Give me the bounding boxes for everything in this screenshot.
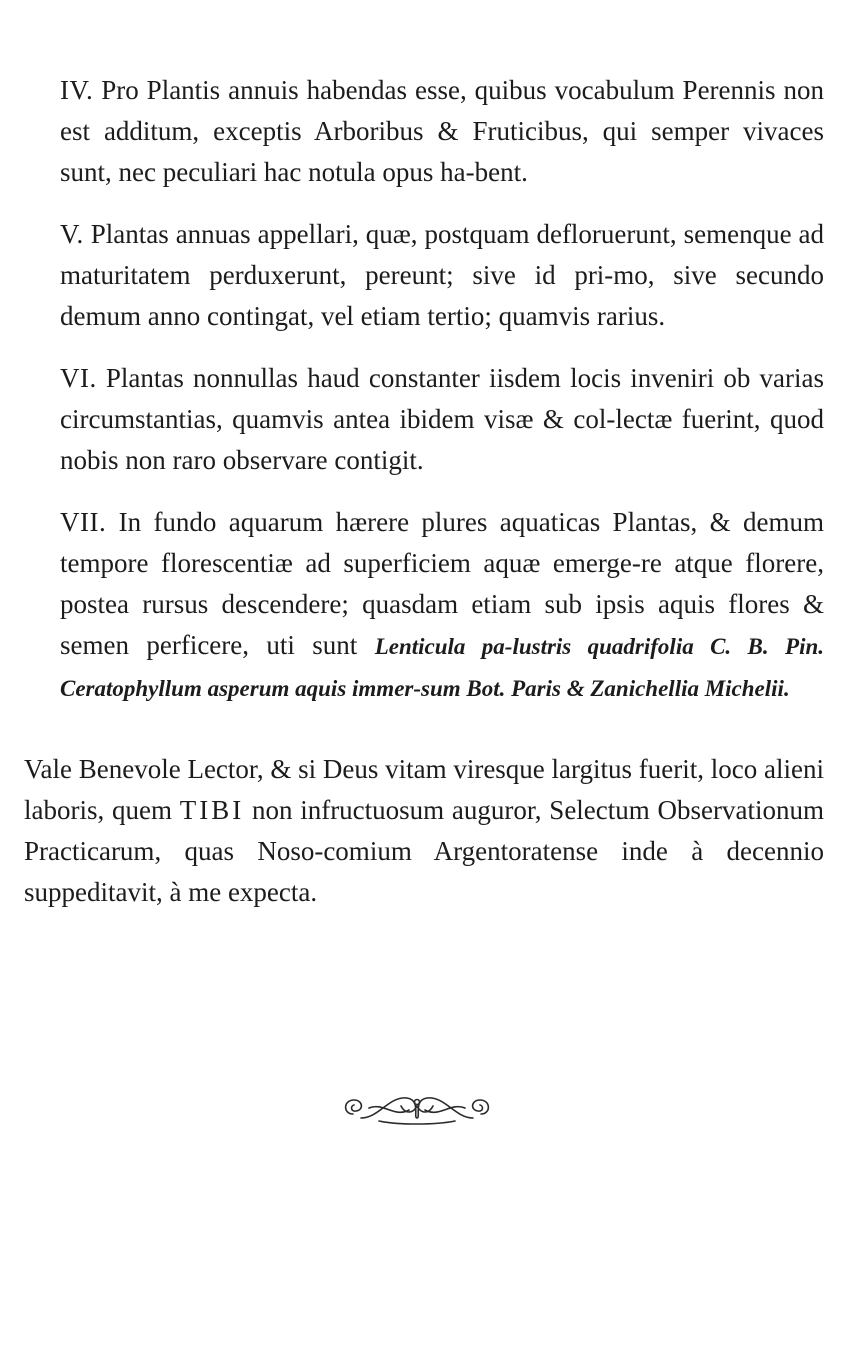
closing-text-start: Vale Benevole Lector, & si Deus vitam viresque largitus fuerit, loco alieni laboris, quem <box>24 754 824 825</box>
paragraph-vi <box>24 358 824 481</box>
paragraph-v <box>24 214 824 337</box>
paragraph-numeral: V. <box>60 219 84 249</box>
paragraph-text: Plantas annuas appellari, quæ, postquam defloruerunt, semenque ad maturitatem perduxerunt, pereunt; sive id pri-mo, sive secundo demum anno contingat, vel etiam tertio; quamvis rarius. <box>60 219 825 331</box>
paragraph-vii <box>24 502 824 709</box>
paragraph-numeral: VI. <box>60 363 97 393</box>
paragraph-text: Pro Plantis annuis habendas esse, quibus vocabulum Perennis non est additum, exceptis Arboribus & Fruticibus, qui semper vivaces sunt, nec peculiari hac notula opus ha-bent. <box>60 75 824 187</box>
paragraph-numeral: IV. <box>60 75 94 105</box>
printers-flourish-ornament-icon <box>339 1088 495 1128</box>
paragraph-iv <box>24 70 824 193</box>
closing-paragraph <box>24 749 824 913</box>
emphasized-word: TIBI <box>179 795 245 825</box>
botanical-names: Lenticula pa-lustris quadrifolia C. B. Pin. Ceratophyllum asperum aquis immer-sum Bot. Paris & Zanichellia Michelii. <box>60 634 825 701</box>
paragraph-numeral: VII. <box>60 507 107 537</box>
paragraph-text: In fundo aquarum hærere plures aquaticas Plantas, & demum tempore florescentiæ ad superficiem aquæ emerge-re atque florere, postea rursus descendere; quasdam etiam sub ipsis aquis flores & semen perficere, uti sunt <box>60 507 824 660</box>
document-page <box>24 70 824 913</box>
closing-text-end: non infructuosum auguror, Selectum Observationum Practicarum, quas Noso-comium Argentoratense inde à decennio suppeditavit, à me expecta. <box>24 795 824 907</box>
paragraph-text: Plantas nonnullas haud constanter iisdem locis inveniri ob varias circumstantias, quamvis antea ibidem visæ & col-lectæ fuerint, quod nobis non raro observare contigit. <box>60 363 824 475</box>
